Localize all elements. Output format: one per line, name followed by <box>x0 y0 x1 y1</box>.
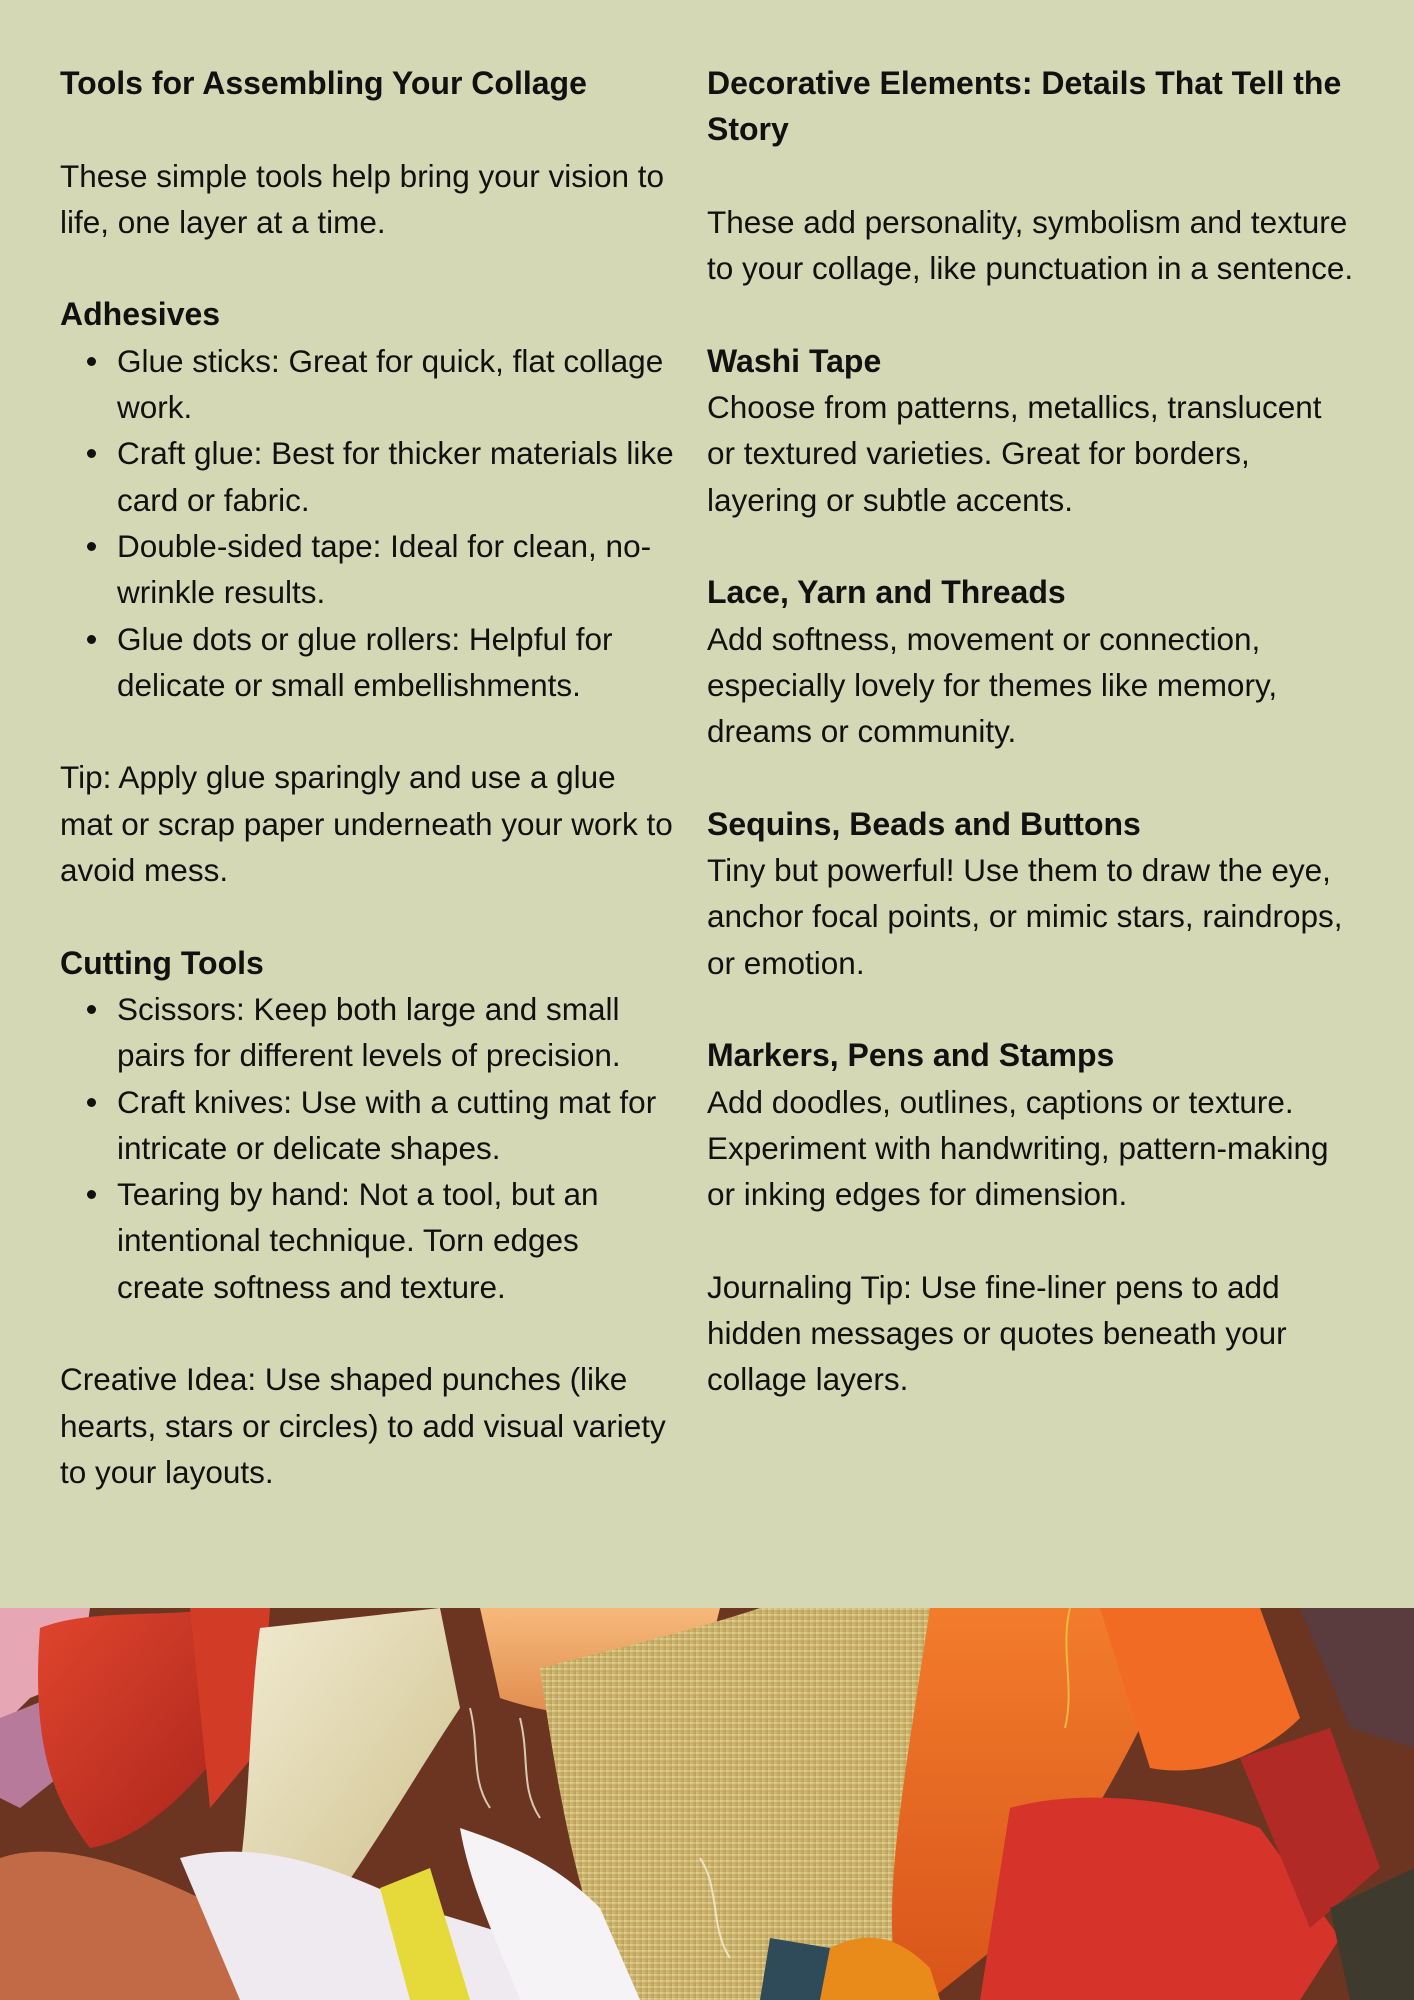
tools-intro: These simple tools help bring your vision to life, one layer at a time. <box>60 157 665 240</box>
list-item: Scissors: Keep both large and small pairs for different levels of precision. <box>60 986 675 1079</box>
markers-heading: Markers, Pens and Stamps <box>707 1037 1115 1074</box>
list-item: Craft knives: Use with a cutting mat for intricate or delicate shapes. <box>60 1079 675 1172</box>
fabric-scraps-illustration <box>0 1608 1414 2000</box>
cutting-tools-heading: Cutting Tools <box>60 944 264 981</box>
section-title-decorative: Decorative Elements: Details That Tell the Story <box>707 65 1342 148</box>
list-item: Double-sided tape: Ideal for clean, no-wrinkle results. <box>60 523 675 616</box>
creative-idea: Creative Idea: Use shaped punches (like hearts, stars or circles) to add visual variety to your layouts. <box>60 1361 666 1490</box>
left-column <box>60 60 675 1495</box>
list-item: Glue sticks: Great for quick, flat collage work. <box>60 338 675 431</box>
lace-yarn-body: Add softness, movement or connection, especially lovely for themes like memory, dreams or community. <box>707 620 1278 750</box>
sequins-body: Tiny but powerful! Use them to draw the eye, anchor focal points, or mimic stars, raindrops, or emotion. <box>707 852 1343 981</box>
list-item: Craft glue: Best for thicker materials like card or fabric. <box>60 430 675 523</box>
sequins-heading: Sequins, Beads and Buttons <box>707 805 1141 842</box>
cutting-tools-list <box>60 986 675 1310</box>
lace-yarn-heading: Lace, Yarn and Threads <box>707 574 1066 611</box>
list-item: Tearing by hand: Not a tool, but an intentional technique. Torn edges create softness and texture. <box>60 1171 675 1310</box>
washi-tape-heading: Washi Tape <box>707 342 882 379</box>
list-item: Glue dots or glue rollers: Helpful for delicate or small embellishments. <box>60 616 675 709</box>
adhesives-list <box>60 338 675 708</box>
journaling-tip: Journaling Tip: Use fine-liner pens to add hidden messages or quotes beneath your collage layers. <box>707 1268 1287 1398</box>
decorative-intro: These add personality, symbolism and texture to your collage, like punctuation in a sentence. <box>707 203 1354 287</box>
fabric-scraps-photo <box>0 1608 1414 2000</box>
markers-body: Add doodles, outlines, captions or texture. Experiment with handwriting, pattern-making or inking edges for dimension. <box>707 1083 1329 1213</box>
right-column <box>707 60 1357 1403</box>
adhesives-heading: Adhesives <box>60 296 221 333</box>
section-title-tools: Tools for Assembling Your Collage <box>60 65 587 101</box>
washi-tape-body: Choose from patterns, metallics, translucent or textured varieties. Great for borders, layering or subtle accents. <box>707 389 1322 518</box>
adhesives-tip: Tip: Apply glue sparingly and use a glue mat or scrap paper underneath your work to avoid mess. <box>60 759 673 889</box>
